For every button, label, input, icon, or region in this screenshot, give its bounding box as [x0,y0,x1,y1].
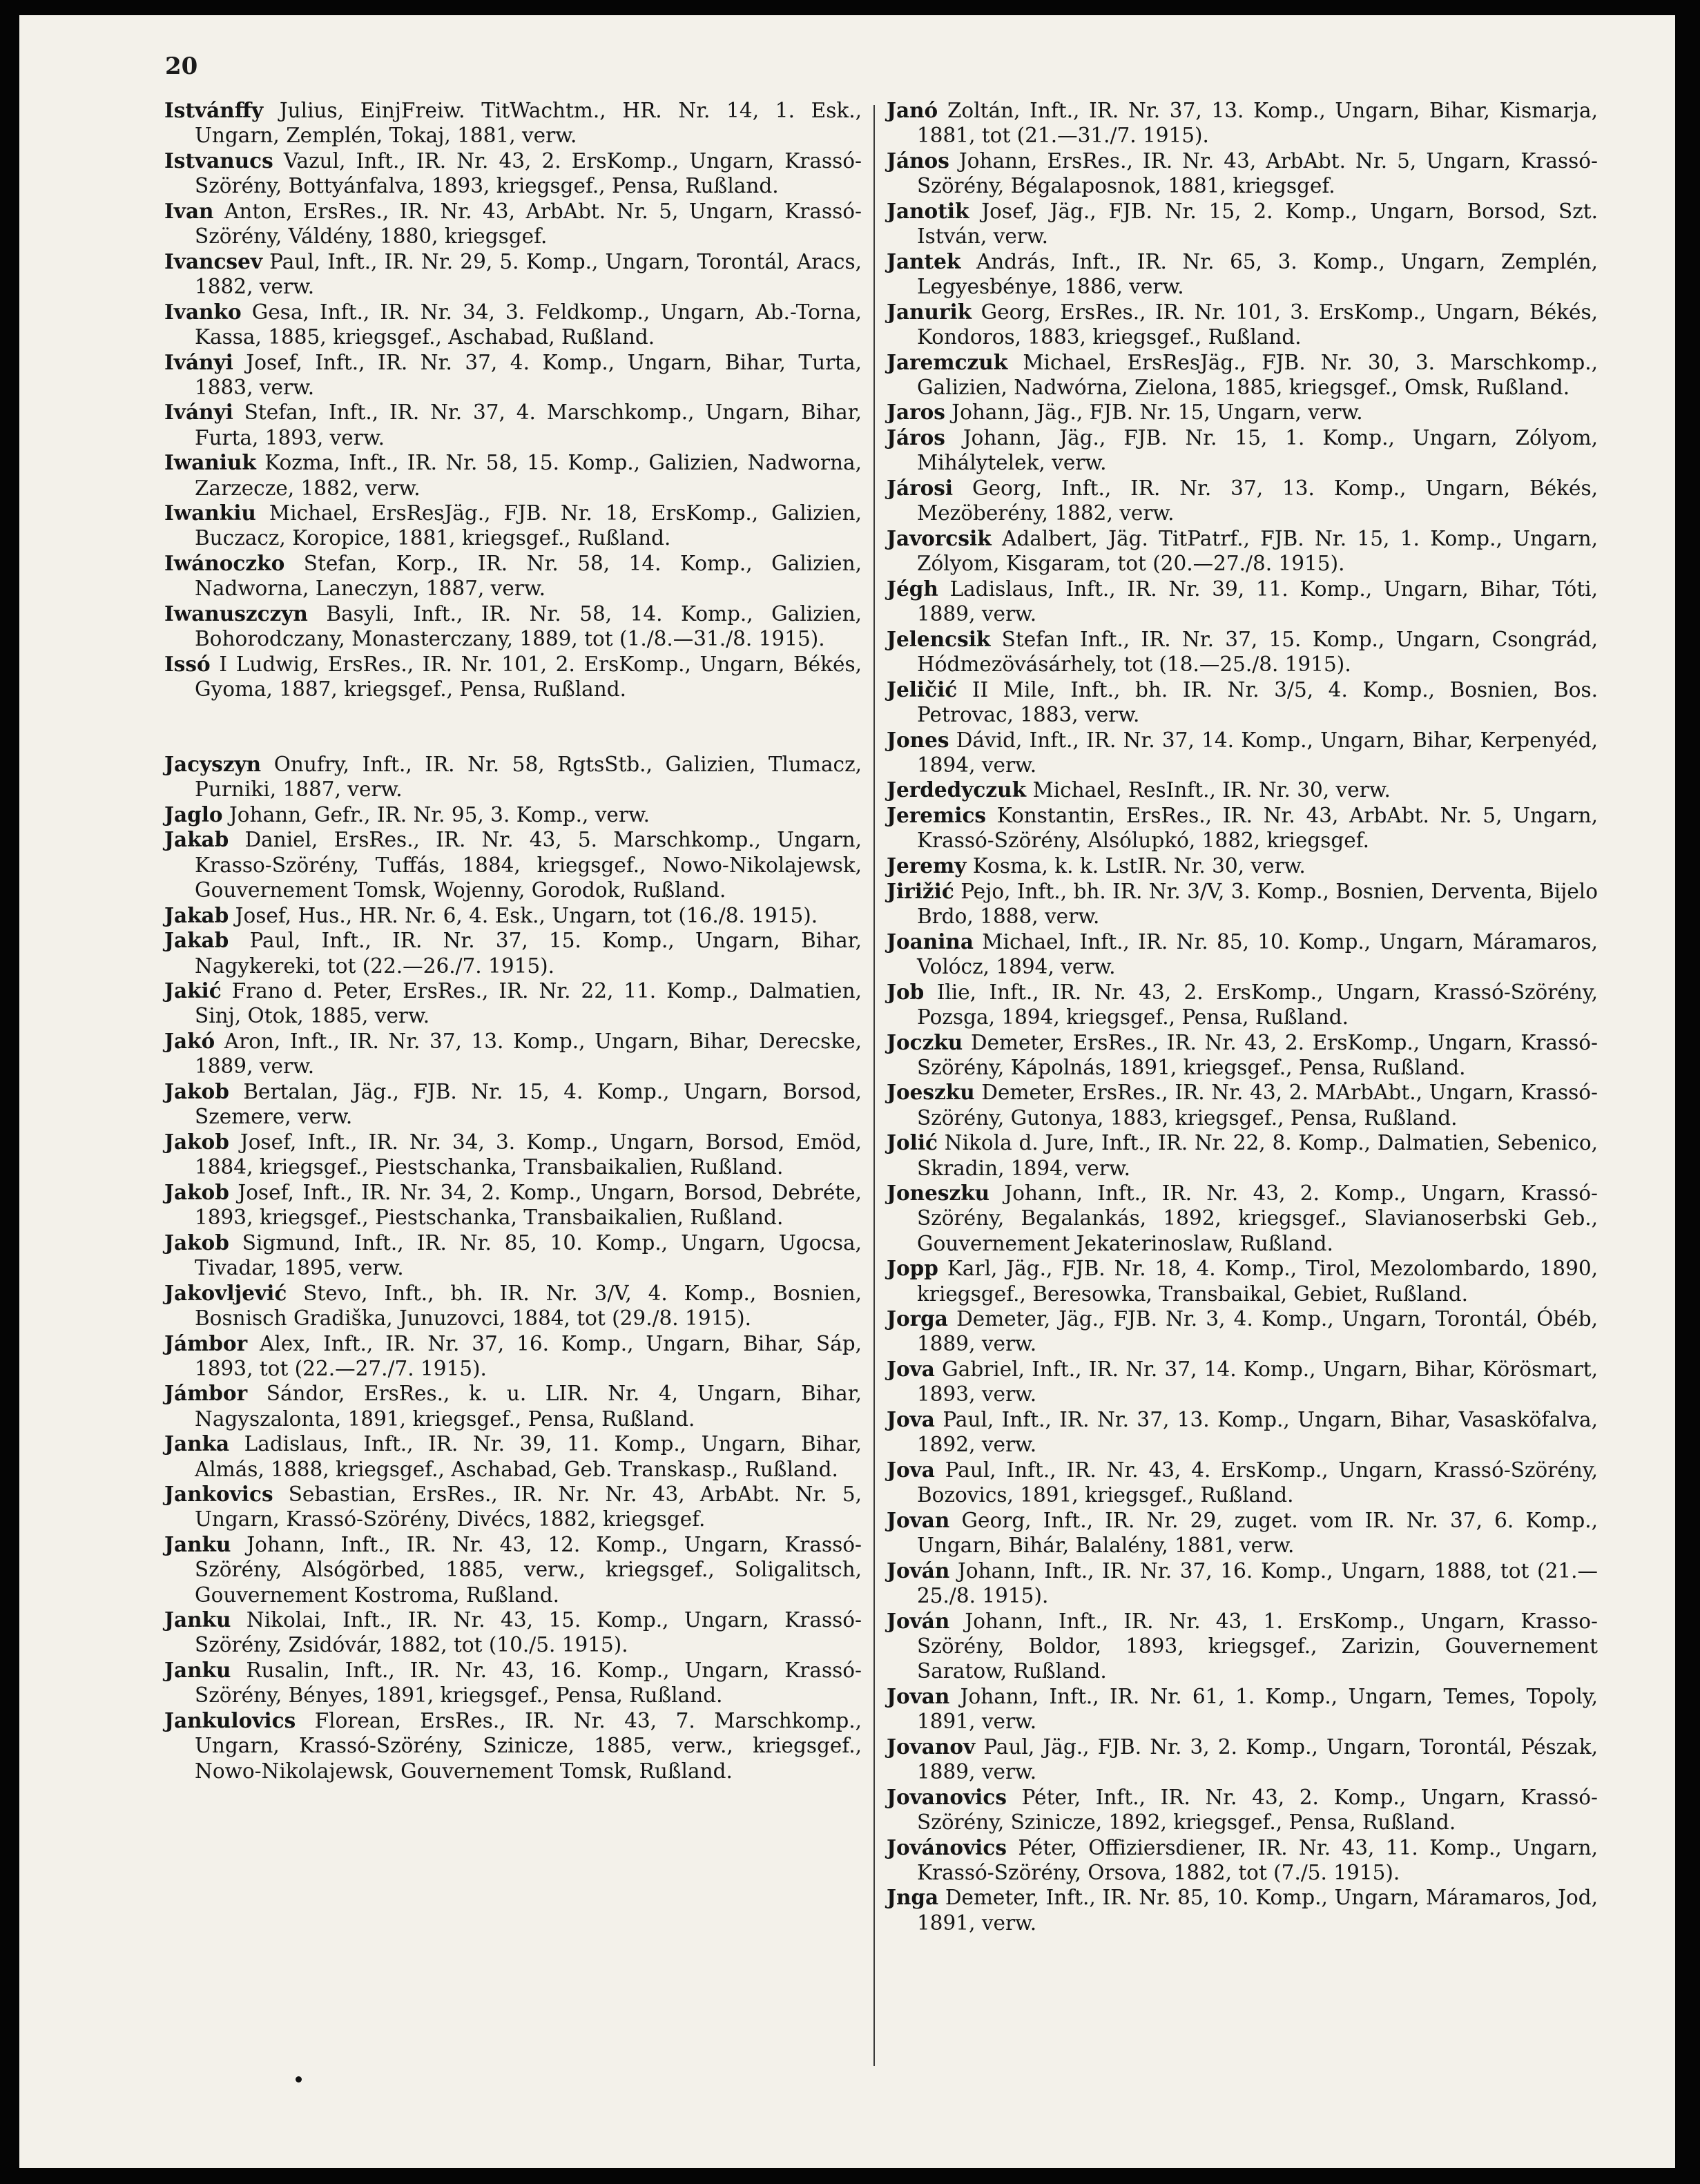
list-item [164,1331,862,1381]
entry-details: Paul, Inft., IR. Nr. 37, 13. Komp., Ungarn, Bihar, Vasasköfalva, 1892, verw. [917,1408,1598,1457]
list-item [887,1508,1598,1558]
column-divider [873,105,875,2066]
entry-surname: Iwanuszczyn [164,601,308,626]
list-item [887,300,1598,349]
list-item [887,148,1598,198]
entry-surname: Jakob [164,1129,229,1154]
entry-surname: Janotik [887,198,969,223]
entry-details: Gabriel, Inft., IR. Nr. 37, 14. Komp., Ungarn, Bihar, Körösmart, 1893, verw. [917,1357,1598,1407]
entry-details: Demeter, Jäg., FJB. Nr. 3, 4. Komp., Ungarn, Torontál, Óbéb, 1889, verw. [917,1307,1598,1356]
entry-surname: Jantek [887,249,961,273]
list-item [164,903,862,928]
list-item [164,827,862,902]
list-item [887,526,1598,576]
entry-details: Alex, Inft., IR. Nr. 37, 16. Komp., Ungarn, Bihar, Sáp, 1893, tot (22.—27./7. 1915). [195,1331,862,1380]
entry-surname: Jova [887,1457,935,1482]
list-item [164,400,862,450]
list-item [887,1785,1598,1835]
entry-surname: Ivancsev [164,249,262,273]
entry-surname: Javorcsik [887,525,992,550]
entry-details: Sándor, ErsRes., k. u. LIR. Nr. 4, Ungarn, Bihar, Nagyszalonta, 1891, kriegsgef., Pensa, Rußland. [195,1382,862,1431]
list-item [887,929,1598,979]
entry-surname: Iwánoczko [164,551,285,576]
entry-details: Vazul, Inft., IR. Nr. 43, 2. ErsKomp., Ungarn, Krassó-Szörény, Bottyánfalva, 1893, kriegsgef., Pensa, Rußland. [195,148,862,198]
entry-surname: Istvanucs [164,148,273,173]
list-item [887,1684,1598,1734]
list-item [164,1532,862,1607]
list-item [164,148,862,198]
entry-details: Johann, Jäg., FJB. Nr. 15, 1. Komp., Ungarn, Zólyom, Mihálytelek, verw. [917,426,1598,475]
list-item [164,249,862,299]
section-i-entries [164,98,862,702]
entry-details: Josef, Inft., IR. Nr. 34, 2. Komp., Ungarn, Borsod, Debréte, 1893, kriegsgef., Piestschanka, Transbaikalien, Rußland. [195,1180,862,1230]
entry-details: Michael, ErsResJäg., FJB. Nr. 18, ErsKomp., Galizien, Buczacz, Koropice, 1881, kriegsgef., Rußland. [195,501,862,550]
entry-details: Péter, Inft., IR. Nr. 43, 2. Komp., Ungarn, Krassó-Szörény, Szinicze, 1892, kriegsgef., Pensa, Rußland. [917,1785,1598,1834]
entry-details: Daniel, ErsRes., IR. Nr. 43, 5. Marschkomp., Ungarn, Krasso-Szörény, Tuffás, 1884, kriegsgef., Nowo-Nikolajewsk, Gouvernement Tomsk, Wojenny, Gorodok, Rußland. [195,828,862,902]
list-item [164,752,862,802]
entry-details: Demeter, Inft., IR. Nr. 85, 10. Komp., Ungarn, Máramaros, Jod, 1891, verw. [917,1886,1598,1935]
entry-surname: Jakob [164,1079,229,1104]
entry-details: Michael, ErsResJäg., FJB. Nr. 30, 3. Marschkomp., Galizien, Nadwórna, Zielona, 1885, kriegsgef., Omsk, Rußland. [917,350,1598,399]
entry-surname: Janka [164,1431,230,1456]
list-item [887,1357,1598,1407]
list-item [164,300,862,349]
entry-surname: Jégh [887,576,938,601]
list-item [887,350,1598,400]
list-item [887,400,1598,425]
entry-details: Konstantin, ErsRes., IR. Nr. 43, ArbAbt. Nr. 5, Ungarn, Krassó-Szörény, Alsólupkó, 1882, kriegsgef. [917,804,1598,853]
list-item [164,1130,862,1179]
entry-details: Kosma, k. k. LstIR. Nr. 30, verw. [972,854,1306,878]
list-item [164,551,862,601]
entry-surname: Jován [887,1608,950,1633]
entry-surname: Jakovljević [164,1280,287,1305]
entry-details: Georg, ErsRes., IR. Nr. 101, 3. ErsKomp., Ungarn, Békés, Kondoros, 1883, kriegsgef., Rußland. [917,300,1598,349]
entry-surname: Janku [164,1607,231,1632]
entry-details: Zoltán, Inft., IR. Nr. 37, 13. Komp., Ungarn, Bihar, Kismarja, 1881, tot (21.—31./7. 1915). [917,99,1598,148]
entry-details: Michael, Inft., IR. Nr. 85, 10. Komp., Ungarn, Máramaros, Volócz, 1894, verw. [917,929,1598,978]
entry-surname: Jovan [887,1507,950,1532]
entry-surname: Jovánovics [887,1835,1007,1859]
list-item [164,1230,862,1280]
entry-details: Johann, ErsRes., IR. Nr. 43, ArbAbt. Nr. 5, Ungarn, Krassó-Szörény, Bégalaposnok, 1881, kriegsgef. [917,148,1598,198]
entry-details: Johann, Jäg., FJB. Nr. 15, Ungarn, verw. [952,400,1363,425]
list-item [164,1079,862,1129]
entry-details: Josef, Inft., IR. Nr. 34, 3. Komp., Ungarn, Borsod, Emöd, 1884, kriegsgef., Piestschanka, Transbaikalien, Rußland. [195,1130,862,1179]
entry-surname: Joeszku [887,1080,975,1105]
entry-surname: Jacyszyn [164,751,262,776]
list-item [887,476,1598,525]
entry-details: Péter, Offiziersdiener, IR. Nr. 43, 11. Komp., Ungarn, Krassó-Szörény, Orsova, 1882, tot (7./5. 1915). [917,1835,1598,1884]
entry-details: Georg, Inft., IR. Nr. 37, 13. Komp., Ungarn, Békés, Mezöberény, 1882, verw. [917,476,1598,525]
entry-details: Aron, Inft., IR. Nr. 37, 13. Komp., Ungarn, Bihar, Derecske, 1889, verw. [195,1030,862,1079]
entry-surname: Jelencsik [887,626,991,651]
list-item [887,1130,1598,1180]
entry-details: Pejo, Inft., bh. IR. Nr. 3/V, 3. Komp., Bosnien, Derventa, Bijelo Brdo, 1888, verw. [917,879,1598,928]
entry-details: Johann, Inft., IR. Nr. 43, 2. Komp., Ungarn, Krassó-Szörény, Begalankás, 1892, kriegsgef., Slavianoserbski Geb., Gouvernement Jekaterinoslaw, Rußland. [917,1181,1598,1255]
entry-surname: Jakob [164,1179,229,1204]
entry-details: Paul, Inft., IR. Nr. 37, 15. Komp., Ungarn, Bihar, Nagykereki, tot (22.—26./7. 1915). [195,929,862,978]
list-item [887,980,1598,1030]
entry-details: Johann, Gefr., IR. Nr. 95, 3. Komp., verw. [229,802,650,827]
list-item [164,98,862,148]
entry-surname: Ivanko [164,299,242,324]
list-item [887,249,1598,299]
list-item [887,1734,1598,1784]
list-item [887,1256,1598,1306]
entry-surname: Jova [887,1357,935,1382]
entry-surname: Járos [887,425,945,450]
entry-surname: Janku [164,1532,231,1557]
left-column [164,98,862,1784]
list-item [164,199,862,249]
entry-surname: Job [887,979,925,1004]
entry-details: I Ludwig, ErsRes., IR. Nr. 101, 2. ErsKomp., Ungarn, Békés, Gyoma, 1887, kriegsgef., Pensa, Rußland. [195,652,862,702]
entry-details: Nikola d. Jure, Inft., IR. Nr. 22, 8. Komp., Dalmatien, Sebenico, Skradin, 1894, verw. [917,1131,1598,1180]
entry-details: Josef, Hus., HR. Nr. 6, 4. Esk., Ungarn, tot (16./8. 1915). [235,903,818,927]
entry-details: Karl, Jäg., FJB. Nr. 18, 4. Komp., Tirol, Mezolombardo, 1890, kriegsgef., Beresowka, Transbaikal, Gebiet, Rußland. [917,1257,1598,1306]
list-item [887,728,1598,777]
entry-surname: Joanina [887,929,974,954]
list-item [887,853,1598,878]
entry-details: Kozma, Inft., IR. Nr. 58, 15. Komp., Galizien, Nadworna, Zarzecze, 1882, verw. [195,451,862,500]
entry-surname: Jovanovics [887,1784,1007,1809]
entry-details: Frano d. Peter, ErsRes., IR. Nr. 22, 11. Komp., Dalmatien, Sinj, Otok, 1885, verw. [195,979,862,1028]
entry-surname: Jakab [164,827,229,852]
entry-surname: Jovan [887,1683,950,1708]
entry-details: Sigmund, Inft., IR. Nr. 85, 10. Komp., Ungarn, Ugocsa, Tivadar, 1895, verw. [195,1230,862,1279]
entry-surname: Joneszku [887,1181,990,1206]
entry-details: Josef, Inft., IR. Nr. 37, 4. Komp., Ungarn, Bihar, Turta, 1883, verw. [195,350,862,399]
list-item [887,627,1598,677]
list-item [887,1080,1598,1130]
entry-surname: Jámbor [164,1331,248,1355]
entry-surname: Jakab [164,902,229,927]
entry-surname: Jaremczuk [887,349,1008,374]
entry-surname: Jakó [164,1029,215,1054]
list-item [887,1306,1598,1356]
list-item [887,803,1598,853]
list-item [164,1482,862,1531]
list-item [887,577,1598,626]
entry-details: Michael, ResInft., IR. Nr. 30, verw. [1032,778,1391,802]
list-item [164,1381,862,1431]
entry-surname: Jámbor [164,1381,248,1406]
entry-details: Stefan, Korp., IR. Nr. 58, 14. Komp., Galizien, Nadworna, Laneczyn, 1887, verw. [195,552,862,601]
entry-details: Nikolai, Inft., IR. Nr. 43, 15. Komp., Ungarn, Krassó-Szörény, Zsidóvár, 1882, tot (10./5. 1915). [195,1608,862,1657]
list-item [887,199,1598,249]
list-item [887,1407,1598,1457]
entry-surname: Jones [887,727,949,752]
list-item [164,1281,862,1331]
print-speck [296,2076,302,2082]
entry-surname: Jnga [887,1885,939,1910]
list-item [164,1658,862,1708]
entry-surname: Jova [887,1407,935,1432]
entry-surname: Istvánffy [164,98,264,122]
list-item [164,1029,862,1079]
list-item [164,601,862,651]
entry-details: Georg, Inft., IR. Nr. 29, zuget. vom IR. Nr. 37, 6. Komp., Ungarn, Bihár, Balalény, 1881, verw. [917,1508,1598,1558]
entry-surname: Iwankiu [164,501,256,525]
entry-surname: Jován [887,1558,950,1583]
entry-surname: Járosi [887,476,954,501]
entry-details: II Mile, Inft., bh. IR. Nr. 3/5, 4. Komp., Bosnien, Bos. Petrovac, 1883, verw. [917,677,1598,726]
entry-details: Ilie, Inft., IR. Nr. 43, 2. ErsKomp., Ungarn, Krassó-Szörény, Pozsga, 1894, kriegsgef., Pensa, Rußland. [917,980,1598,1029]
entry-surname: Janurik [887,299,972,324]
entry-details: Stefan Inft., IR. Nr. 37, 15. Komp., Ungarn, Csongrád, Hódmezövásárhely, tot (18.—25./8. 1915). [917,627,1598,676]
entry-surname: Jeremics [887,803,987,828]
entry-details: Sebastian, ErsRes., IR. Nr. Nr. 43, ArbAbt. Nr. 5, Ungarn, Krassó-Szörény, Divécs, 1882, kriegsgef. [195,1482,862,1531]
entry-details: Paul, Inft., IR. Nr. 29, 5. Komp., Ungarn, Torontál, Aracs, 1882, verw. [195,249,862,298]
entry-details: Dávid, Inft., IR. Nr. 37, 14. Komp., Ungarn, Bihar, Kerpenyéd, 1894, verw. [917,728,1598,777]
entry-surname: Jerdedyczuk [887,777,1027,802]
list-item [887,1835,1598,1885]
list-item [887,1030,1598,1080]
list-item [164,802,862,827]
section-gap [164,702,862,752]
list-item [887,1458,1598,1507]
list-item [887,879,1598,929]
list-item [164,350,862,400]
entry-details: Julius, EinjFreiw. TitWachtm., HR. Nr. 14, 1. Esk., Ungarn, Zemplén, Tokaj, 1881, verw. [195,99,862,148]
entry-details: Anton, ErsRes., IR. Nr. 43, ArbAbt. Nr. 5, Ungarn, Krassó-Szörény, Váldény, 1880, kriegsgef. [195,199,862,249]
list-item [887,777,1598,802]
entry-surname: Jaros [887,400,945,425]
entry-surname: Jopp [887,1256,938,1281]
entry-details: Florean, ErsRes., IR. Nr. 43, 7. Marschkomp., Ungarn, Krassó-Szörény, Szinicze, 1885, verw., kriegsgef., Nowo-Nikolajewsk, Gouvernement Tomsk, Rußland. [195,1709,862,1783]
page-number: 20 [165,52,198,80]
entry-surname: Joczku [887,1030,963,1054]
list-item [164,1431,862,1481]
entry-surname: Issó [164,651,211,676]
entry-details: Stevo, Inft., bh. IR. Nr. 3/V, 4. Komp., Bosnien, Bosnisch Gradiška, Junuzovci, 1884, tot (29./8. 1915). [195,1281,862,1330]
entry-surname: Ivan [164,198,214,223]
list-item [887,1609,1598,1684]
entry-surname: Jakab [164,928,229,953]
entry-surname: Iwaniuk [164,450,256,475]
entry-surname: Janku [164,1658,231,1683]
entry-surname: Jaglo [164,802,223,827]
entry-surname: Jovanov [887,1734,976,1759]
entry-surname: Janó [887,98,938,122]
entry-details: Paul, Jäg., FJB. Nr. 3, 2. Komp., Ungarn, Torontál, Pészak, 1889, verw. [917,1734,1598,1784]
list-item [887,1181,1598,1256]
entry-details: Rusalin, Inft., IR. Nr. 43, 16. Komp., Ungarn, Krassó-Szörény, Bényes, 1891, kriegsgef., Pensa, Rußland. [195,1659,862,1708]
document-page [19,15,1675,2168]
list-item [164,450,862,500]
entry-details: Gesa, Inft., IR. Nr. 34, 3. Feldkomp., Ungarn, Ab.-Torna, Kassa, 1885, kriegsgef., Aschabad, Rußland. [195,300,862,349]
list-item [164,978,862,1028]
list-item [164,501,862,550]
entry-details: Johann, Inft., IR. Nr. 37, 16. Komp., Ungarn, 1888, tot (21.—25./8. 1915). [917,1558,1598,1607]
entry-details: Bertalan, Jäg., FJB. Nr. 15, 4. Komp., Ungarn, Borsod, Szemere, verw. [195,1080,862,1129]
entry-surname: Iványi [164,349,233,374]
list-item [164,1180,862,1230]
entry-details: Adalbert, Jäg. TitPatrf., FJB. Nr. 15, 1. Komp., Ungarn, Zólyom, Kisgaram, tot (20.—27./8. 1915). [917,526,1598,576]
list-item [887,1885,1598,1935]
entry-surname: János [887,148,949,173]
entry-details: Stefan, Inft., IR. Nr. 37, 4. Marschkomp., Ungarn, Bihar, Furta, 1893, verw. [195,400,862,450]
entry-details: Johann, Inft., IR. Nr. 61, 1. Komp., Ungarn, Temes, Topoly, 1891, verw. [917,1684,1598,1733]
entry-surname: Jorga [887,1306,948,1331]
entry-surname: Jeremy [887,853,967,878]
entry-details: Johann, Inft., IR. Nr. 43, 12. Komp., Ungarn, Krassó-Szörény, Alsógörbed, 1885, verw., kriegsgef., Soligalitsch, Gouvernement Kostroma, Rußland. [195,1533,862,1607]
entry-details: Josef, Jäg., FJB. Nr. 15, 2. Komp., Ungarn, Borsod, Szt. István, verw. [917,199,1598,249]
entry-details: Johann, Inft., IR. Nr. 43, 1. ErsKomp., Ungarn, Krasso-Szörény, Boldor, 1893, kriegsgef., Zarizin, Gouvernement Saratow, Rußland. [917,1609,1598,1683]
entry-surname: Jakob [164,1230,229,1255]
entry-surname: Jirižić [887,878,954,903]
entry-surname: Iványi [164,400,233,425]
list-item [887,1558,1598,1608]
entry-surname: Jolić [887,1130,938,1155]
entry-details: Ladislaus, Inft., IR. Nr. 39, 11. Komp., Ungarn, Bihar, Tóti, 1889, verw. [917,577,1598,626]
entry-details: Demeter, ErsRes., IR. Nr. 43, 2. ErsKomp., Ungarn, Krassó-Szörény, Kápolnás, 1891, kriegsgef., Pensa, Rußland. [917,1030,1598,1079]
entry-surname: Jankovics [164,1482,273,1507]
right-column [887,98,1598,1935]
entry-details: Ladislaus, Inft., IR. Nr. 39, 11. Komp., Ungarn, Bihar, Almás, 1888, kriegsgef., Aschabad, Geb. Transkasp., Rußland. [195,1432,862,1481]
entry-surname: Jakić [164,978,222,1003]
section-j-entries [164,752,862,1784]
list-item [164,1607,862,1657]
list-item [887,98,1598,148]
entry-surname: Jankulovics [164,1708,296,1733]
entry-details: Onufry, Inft., IR. Nr. 58, RgtsStb., Galizien, Tlumacz, Purniki, 1887, verw. [195,752,862,802]
entry-details: Demeter, ErsRes., IR. Nr. 43, 2. MArbAbt., Ungarn, Krassó-Szörény, Gutonya, 1883, kriegsgef., Pensa, Rußland. [917,1081,1598,1130]
entry-details: András, Inft., IR. Nr. 65, 3. Komp., Ungarn, Zemplén, Legyesbénye, 1886, verw. [917,249,1598,298]
list-item [164,1708,862,1784]
list-item [887,425,1598,475]
entry-details: Paul, Inft., IR. Nr. 43, 4. ErsKomp., Ungarn, Krassó-Szörény, Bozovics, 1891, kriegsgef., Rußland. [917,1458,1598,1507]
list-item [887,677,1598,727]
list-item [164,652,862,702]
entry-details: Basyli, Inft., IR. Nr. 58, 14. Komp., Galizien, Bohorodczany, Monasterczany, 1889, tot (1./8.—31./8. 1915). [195,602,862,651]
entry-surname: Jeličić [887,677,958,702]
list-item [164,928,862,978]
